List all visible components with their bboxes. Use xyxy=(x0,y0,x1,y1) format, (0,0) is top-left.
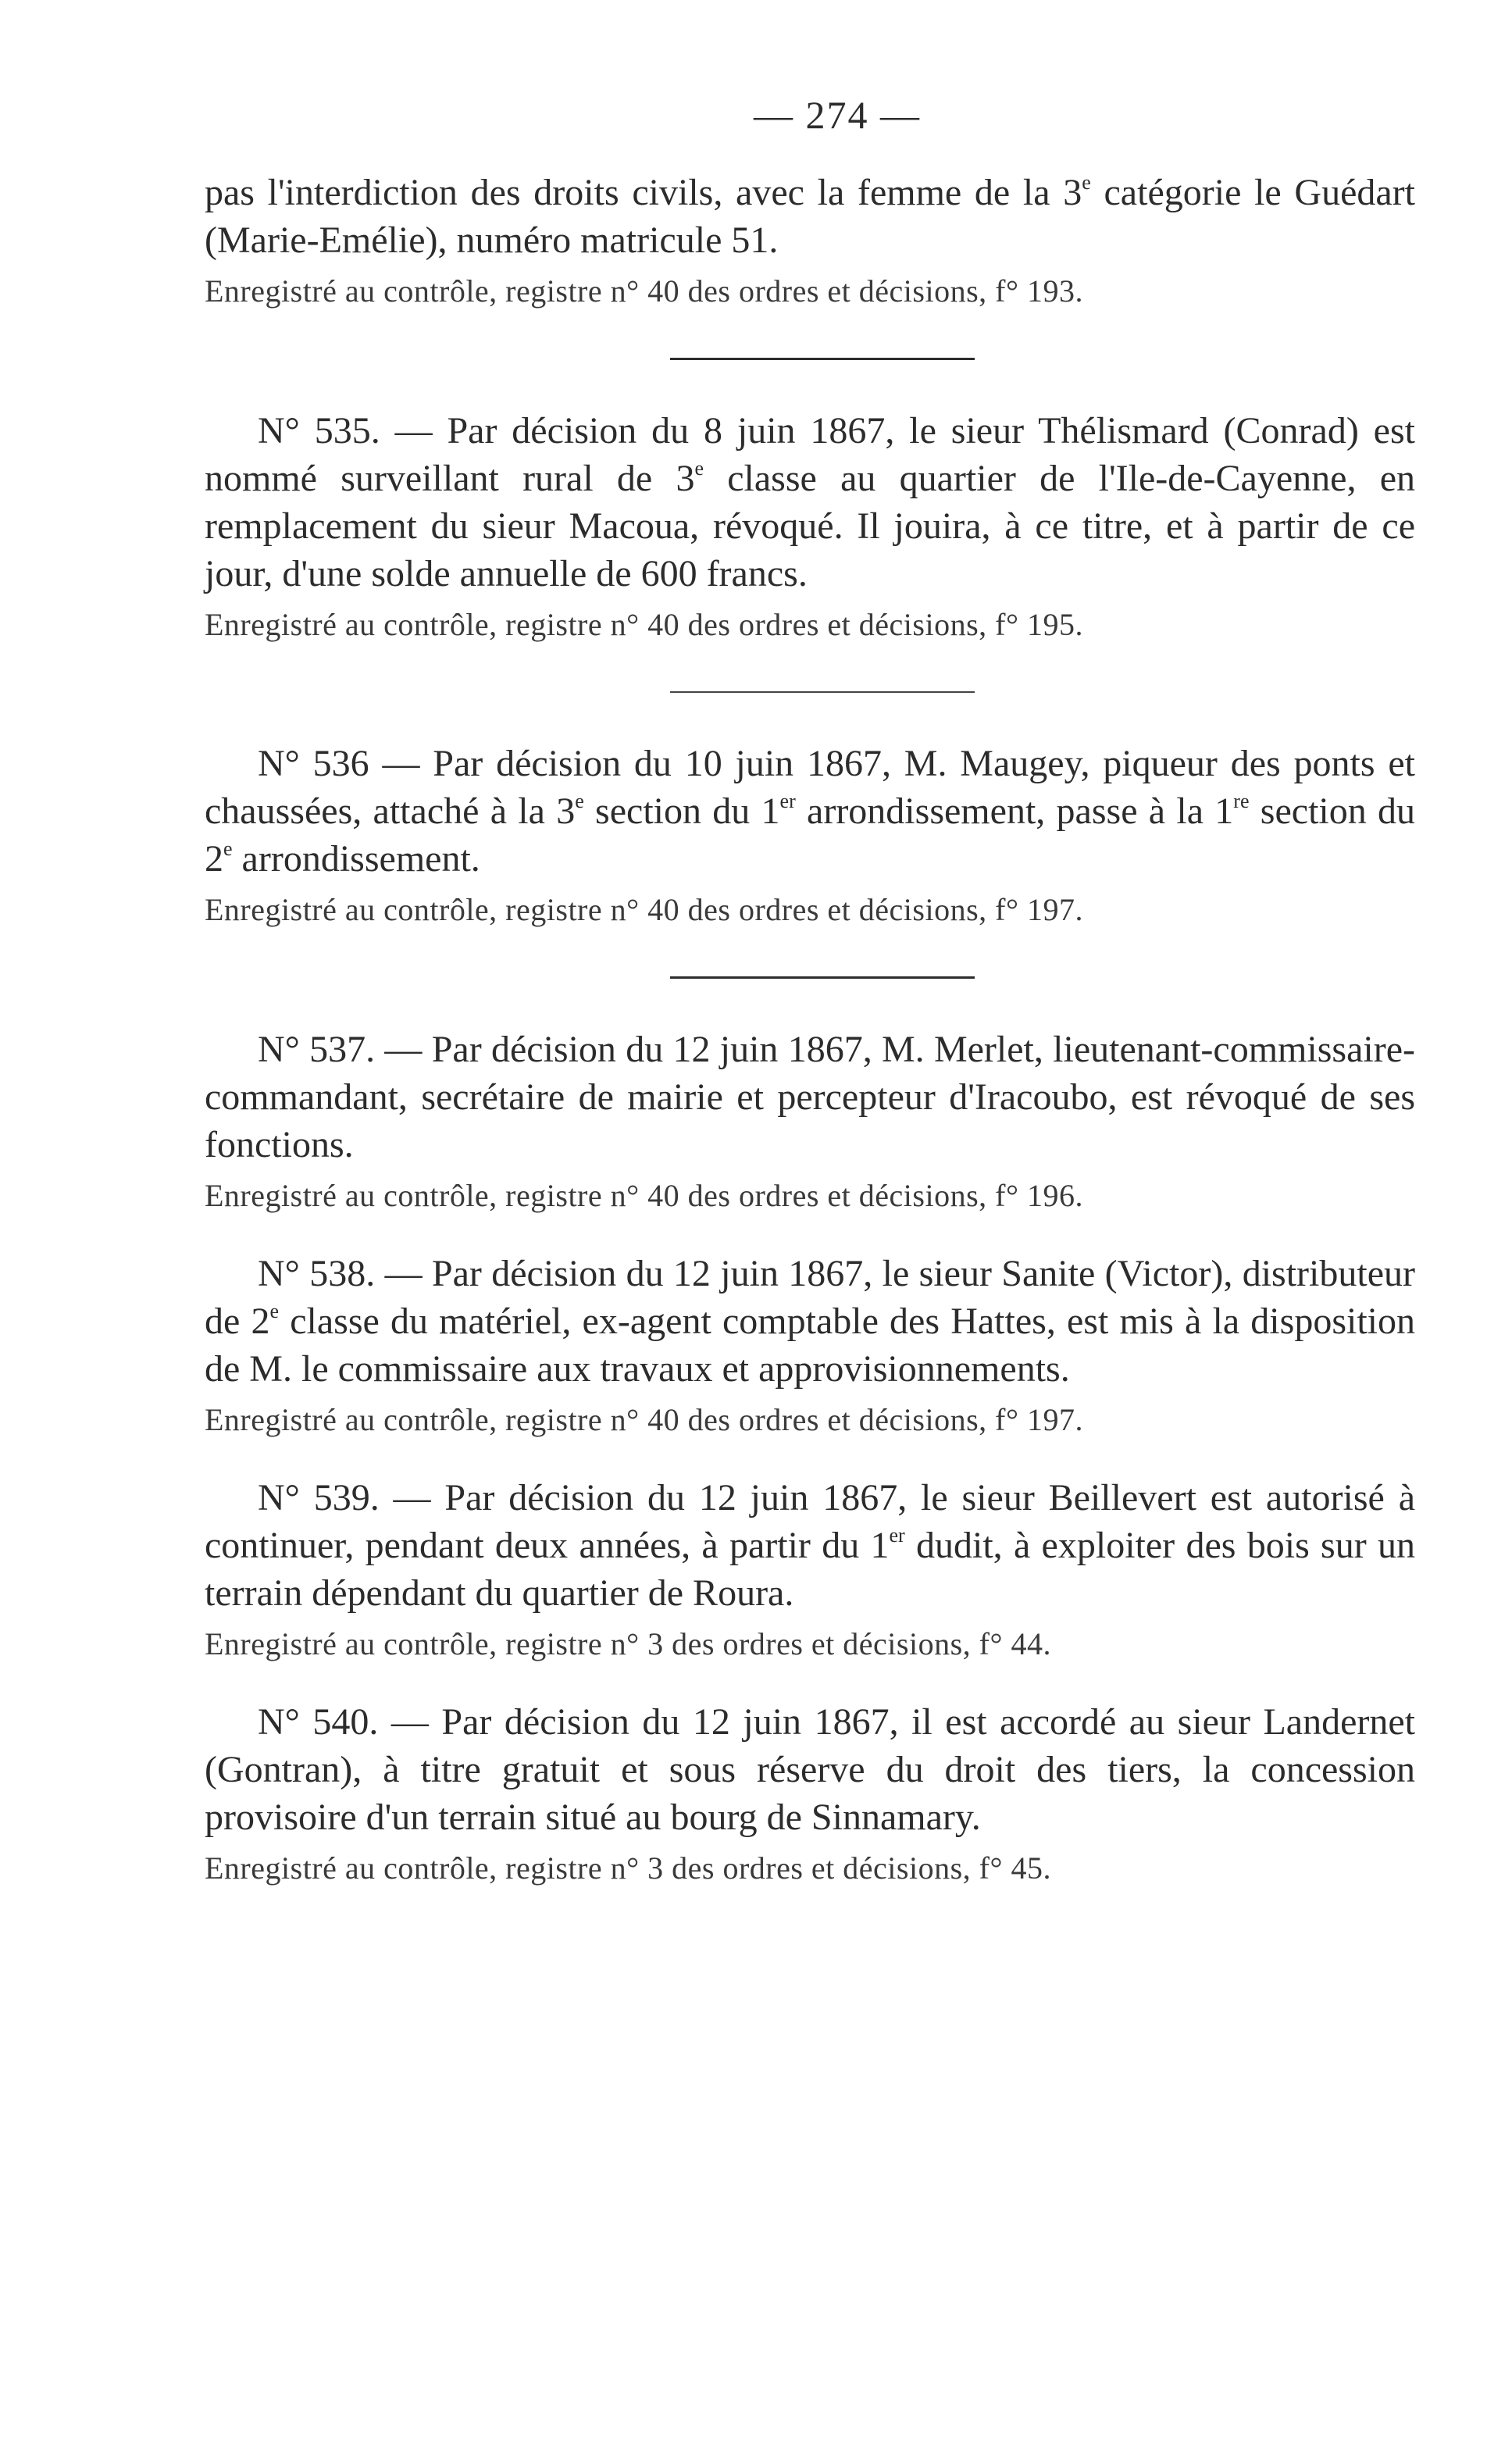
entry-536-sup: e xyxy=(575,790,584,812)
entry-539-text xyxy=(205,1474,1415,1617)
entry-gap xyxy=(205,1667,1415,1698)
entry-540-text: N° 540. — Par décision du 12 juin 1867, il est accordé au sieur Landernet (Gontran), à titre gratuit et sous réserve du droit des tiers, la concession provisoire d'un terrain situé au bourg de Sinnamary. xyxy=(205,1701,1415,1838)
entry-537-text: N° 537. — Par décision du 12 juin 1867, M. Merlet, lieutenant-commissaire-commandant, secrétaire de mairie et percepteur d'Iracoubo, est révoqué de ses fonctions. xyxy=(205,1029,1415,1165)
separator-rule xyxy=(670,691,975,693)
separator-rule xyxy=(670,976,975,979)
entry-536-registration: Enregistré au contrôle, registre n° 40 des ordres et décisions, f° 197. xyxy=(205,892,1083,927)
entry-538-text-part: classe du matériel, ex-agent comptable des Hattes, est mis à la disposition de M. le commissaire aux travaux et approvisionnements. xyxy=(205,1301,1416,1390)
entry-538-sup: e xyxy=(269,1300,280,1322)
entry-535-registration: Enregistré au contrôle, registre n° 40 des ordres et décisions, f° 195. xyxy=(205,607,1083,642)
separator-rule xyxy=(670,358,975,360)
entry-539-sup: er xyxy=(889,1524,905,1547)
entry-535-text-part: classe au quartier de l'Ile-de-Cayenne, en remplacement du sieur Macoua, révoqué. Il jouira, à ce titre, et à partir de ce jour, d'une solde annuelle de 600 francs. xyxy=(205,458,1415,594)
entry-539 xyxy=(205,1474,1415,1667)
entry-535 xyxy=(205,407,1415,648)
entry-535-text xyxy=(205,407,1415,598)
entry-536-sup: re xyxy=(1233,790,1250,812)
entry-gap xyxy=(205,1219,1415,1250)
entry-537-registration: Enregistré au contrôle, registre n° 40 des ordres et décisions, f° 196. xyxy=(205,1178,1083,1213)
entry-gap xyxy=(205,1443,1415,1474)
intro-sup: e xyxy=(1082,171,1091,194)
entry-539-registration: Enregistré au contrôle, registre n° 3 des ordres et décisions, f° 44. xyxy=(205,1626,1051,1661)
entry-536-text-part: section du 1 xyxy=(583,790,780,832)
entry-536 xyxy=(205,740,1415,933)
page-number: — 274 — xyxy=(754,93,921,137)
entry-539-text-part: N° 539. — Par décision du 12 juin 1867, le sieur Beillevert est autorisé à continuer, pendant deux années, à partir du 1 xyxy=(205,1477,1415,1566)
intro-text-a: pas l'interdiction des droits civils, avec la femme de la 3 xyxy=(205,172,1082,213)
entry-536-sup: er xyxy=(779,790,796,812)
entry-540 xyxy=(205,1698,1415,1891)
intro-text-b: catégorie le Guédart (Marie-Emélie), numéro matricule 51. xyxy=(205,172,1416,261)
entry-536-text-part: section du 2 xyxy=(205,790,1416,880)
entry-538-registration: Enregistré au contrôle, registre n° 40 des ordres et décisions, f° 197. xyxy=(205,1402,1083,1437)
intro-registration: Enregistré au contrôle, registre n° 40 des ordres et décisions, f° 193. xyxy=(205,273,1083,309)
entry-535-text-part: N° 535. — Par décision du 8 juin 1867, le sieur Thélismard (Conrad) est nommé surveillant rural de 3 xyxy=(205,410,1415,499)
entry-536-text-part: arrondissement. xyxy=(232,838,480,880)
entry-536-text xyxy=(205,740,1415,883)
entry-540-registration: Enregistré au contrôle, registre n° 3 des ordres et décisions, f° 45. xyxy=(205,1850,1051,1886)
entry-538-text-part: N° 538. — Par décision du 12 juin 1867, le sieur Sanite (Victor), distributeur de 2 xyxy=(205,1253,1415,1342)
entry-538 xyxy=(205,1250,1415,1443)
entry-536-text-part: arrondissement, passe à la 1 xyxy=(795,790,1234,832)
entry-536-sup: e xyxy=(223,837,233,860)
document-page xyxy=(205,92,1415,1891)
intro-paragraph xyxy=(205,169,1415,264)
entry-538-text xyxy=(205,1250,1415,1393)
entry-535-sup: e xyxy=(694,457,704,480)
entry-536-text-part: N° 536 — Par décision du 10 juin 1867, M. Maugey, piqueur des ponts et chaussées, attaché à la 3 xyxy=(205,743,1415,832)
entry-537 xyxy=(205,1026,1415,1219)
entry-539-text-part: dudit, à exploiter des bois sur un terrain dépendant du quartier de Roura. xyxy=(205,1525,1416,1614)
